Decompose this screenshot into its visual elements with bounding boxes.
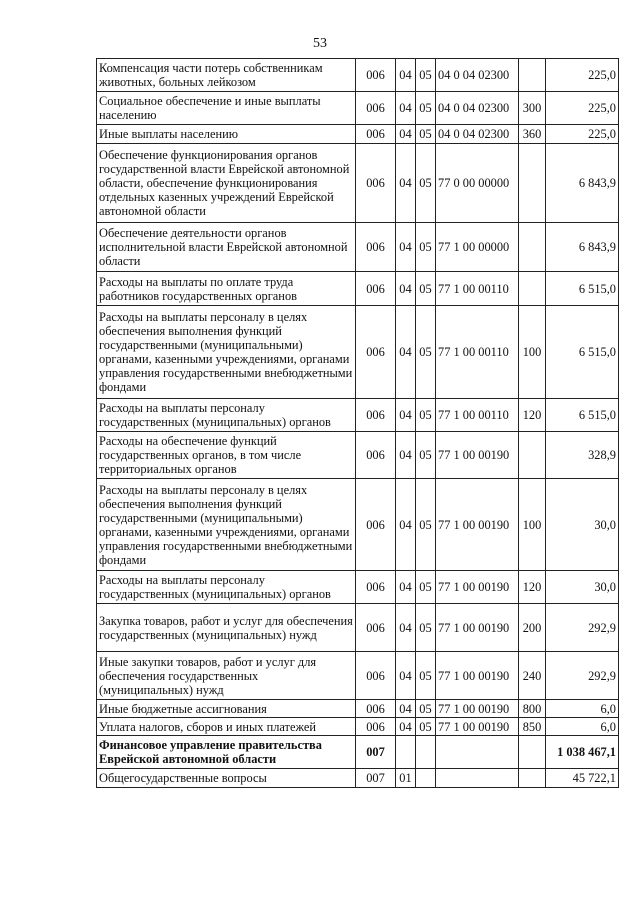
row-expense-type-code: 100 — [519, 479, 546, 571]
row-subsection-code — [416, 769, 436, 788]
row-section-code: 04 — [396, 479, 416, 571]
row-section-code: 04 — [396, 125, 416, 144]
row-target-article-code: 77 0 00 00000 — [436, 144, 519, 223]
row-grbs-code: 006 — [356, 306, 396, 399]
row-target-article-code: 77 1 00 00190 — [436, 652, 519, 700]
row-expense-type-code: 100 — [519, 306, 546, 399]
row-subsection-code: 05 — [416, 604, 436, 652]
row-name: Финансовое управление правительства Еврейской автономной области — [97, 736, 356, 769]
row-section-code: 04 — [396, 399, 416, 432]
table-row — [97, 432, 619, 479]
row-grbs-code: 006 — [356, 479, 396, 571]
row-grbs-code: 006 — [356, 652, 396, 700]
row-target-article-code — [436, 736, 519, 769]
table-row — [97, 144, 619, 223]
table-row — [97, 223, 619, 272]
budget-table — [96, 58, 619, 788]
row-amount: 1 038 467,1 — [546, 736, 619, 769]
row-section-code: 04 — [396, 604, 416, 652]
row-amount: 30,0 — [546, 479, 619, 571]
row-amount: 6 515,0 — [546, 306, 619, 399]
row-subsection-code: 05 — [416, 59, 436, 92]
row-name: Расходы на выплаты персоналу в целях обеспечения выполнения функций государственными (муниципальными) органами, казенными учреждениями, органами управления государственными внебюджетными фондами — [97, 306, 356, 399]
row-expense-type-code — [519, 223, 546, 272]
row-subsection-code: 05 — [416, 306, 436, 399]
row-grbs-code: 006 — [356, 700, 396, 718]
row-name: Закупка товаров, работ и услуг для обеспечения государственных (муниципальных) нужд — [97, 604, 356, 652]
row-expense-type-code — [519, 432, 546, 479]
row-amount: 6,0 — [546, 700, 619, 718]
row-section-code: 04 — [396, 700, 416, 718]
table-row — [97, 736, 619, 769]
row-expense-type-code: 240 — [519, 652, 546, 700]
row-section-code: 01 — [396, 769, 416, 788]
row-subsection-code: 05 — [416, 718, 436, 736]
row-grbs-code: 007 — [356, 736, 396, 769]
row-grbs-code: 006 — [356, 92, 396, 125]
row-name: Компенсация части потерь собственникам животных, больных лейкозом — [97, 59, 356, 92]
row-name: Обеспечение функционирования органов государственной власти Еврейской автономной области, обеспечение функционирования отдельных казенных учреждений Еврейской автономной области — [97, 144, 356, 223]
row-section-code: 04 — [396, 59, 416, 92]
row-target-article-code: 04 0 04 02300 — [436, 125, 519, 144]
page-number: 53 — [313, 36, 327, 51]
row-subsection-code: 05 — [416, 223, 436, 272]
row-target-article-code: 77 1 00 00190 — [436, 700, 519, 718]
row-expense-type-code: 120 — [519, 571, 546, 604]
row-section-code — [396, 736, 416, 769]
row-grbs-code: 006 — [356, 571, 396, 604]
row-amount: 6 843,9 — [546, 144, 619, 223]
table-row — [97, 769, 619, 788]
row-grbs-code: 007 — [356, 769, 396, 788]
row-section-code: 04 — [396, 652, 416, 700]
row-section-code: 04 — [396, 306, 416, 399]
row-section-code: 04 — [396, 432, 416, 479]
row-amount: 6,0 — [546, 718, 619, 736]
row-name: Социальное обеспечение и иные выплаты населению — [97, 92, 356, 125]
row-amount: 6 515,0 — [546, 272, 619, 306]
row-target-article-code: 04 0 04 02300 — [436, 92, 519, 125]
table-row — [97, 306, 619, 399]
row-amount: 292,9 — [546, 604, 619, 652]
row-section-code: 04 — [396, 223, 416, 272]
row-expense-type-code: 800 — [519, 700, 546, 718]
row-target-article-code: 77 1 00 00190 — [436, 571, 519, 604]
row-target-article-code: 77 1 00 00110 — [436, 306, 519, 399]
row-name: Обеспечение деятельности органов исполнительной власти Еврейской автономной области — [97, 223, 356, 272]
row-subsection-code: 05 — [416, 479, 436, 571]
row-name: Иные выплаты населению — [97, 125, 356, 144]
row-name: Расходы на выплаты персоналу государственных (муниципальных) органов — [97, 399, 356, 432]
row-amount: 292,9 — [546, 652, 619, 700]
row-subsection-code: 05 — [416, 125, 436, 144]
row-amount: 6 843,9 — [546, 223, 619, 272]
row-target-article-code: 77 1 00 00000 — [436, 223, 519, 272]
table-row — [97, 92, 619, 125]
row-grbs-code: 006 — [356, 718, 396, 736]
row-subsection-code: 05 — [416, 432, 436, 479]
table-row — [97, 272, 619, 306]
row-amount: 45 722,1 — [546, 769, 619, 788]
row-subsection-code: 05 — [416, 144, 436, 223]
row-subsection-code: 05 — [416, 571, 436, 604]
row-amount: 30,0 — [546, 571, 619, 604]
row-expense-type-code — [519, 736, 546, 769]
row-target-article-code: 77 1 00 00190 — [436, 604, 519, 652]
row-subsection-code: 05 — [416, 652, 436, 700]
row-subsection-code: 05 — [416, 399, 436, 432]
row-grbs-code: 006 — [356, 144, 396, 223]
row-subsection-code: 05 — [416, 92, 436, 125]
row-target-article-code: 77 1 00 00190 — [436, 718, 519, 736]
row-section-code: 04 — [396, 571, 416, 604]
row-amount: 328,9 — [546, 432, 619, 479]
row-expense-type-code — [519, 144, 546, 223]
row-amount: 225,0 — [546, 125, 619, 144]
row-expense-type-code — [519, 272, 546, 306]
row-expense-type-code — [519, 769, 546, 788]
row-grbs-code: 006 — [356, 272, 396, 306]
table-row — [97, 399, 619, 432]
row-target-article-code: 04 0 04 02300 — [436, 59, 519, 92]
row-name: Расходы на обеспечение функций государственных органов, в том числе территориальных органов — [97, 432, 356, 479]
row-expense-type-code: 360 — [519, 125, 546, 144]
row-subsection-code: 05 — [416, 272, 436, 306]
row-name: Расходы на выплаты персоналу государственных (муниципальных) органов — [97, 571, 356, 604]
row-expense-type-code: 200 — [519, 604, 546, 652]
row-amount: 225,0 — [546, 92, 619, 125]
row-target-article-code: 77 1 00 00190 — [436, 479, 519, 571]
row-amount: 6 515,0 — [546, 399, 619, 432]
row-name: Уплата налогов, сборов и иных платежей — [97, 718, 356, 736]
row-name: Иные закупки товаров, работ и услуг для обеспечения государственных (муниципальных) нужд — [97, 652, 356, 700]
row-target-article-code — [436, 769, 519, 788]
row-name: Иные бюджетные ассигнования — [97, 700, 356, 718]
row-name: Расходы на выплаты персоналу в целях обеспечения выполнения функций государственными (муниципальными) органами, казенными учреждениями, органами управления государственными внебюджетными фондами — [97, 479, 356, 571]
row-target-article-code: 77 1 00 00110 — [436, 399, 519, 432]
row-expense-type-code — [519, 59, 546, 92]
row-name: Общегосударственные вопросы — [97, 769, 356, 788]
row-grbs-code: 006 — [356, 604, 396, 652]
row-grbs-code: 006 — [356, 125, 396, 144]
table-row — [97, 125, 619, 144]
row-subsection-code: 05 — [416, 700, 436, 718]
row-section-code: 04 — [396, 718, 416, 736]
row-grbs-code: 006 — [356, 432, 396, 479]
row-subsection-code — [416, 736, 436, 769]
row-expense-type-code: 850 — [519, 718, 546, 736]
row-expense-type-code: 300 — [519, 92, 546, 125]
row-target-article-code: 77 1 00 00110 — [436, 272, 519, 306]
row-grbs-code: 006 — [356, 223, 396, 272]
table-row — [97, 652, 619, 700]
row-target-article-code: 77 1 00 00190 — [436, 432, 519, 479]
row-section-code: 04 — [396, 144, 416, 223]
table-row — [97, 700, 619, 718]
table-row — [97, 59, 619, 92]
table-row — [97, 718, 619, 736]
row-name: Расходы на выплаты по оплате труда работников государственных органов — [97, 272, 356, 306]
row-amount: 225,0 — [546, 59, 619, 92]
row-grbs-code: 006 — [356, 399, 396, 432]
row-section-code: 04 — [396, 272, 416, 306]
row-expense-type-code: 120 — [519, 399, 546, 432]
row-grbs-code: 006 — [356, 59, 396, 92]
table-row — [97, 479, 619, 571]
row-section-code: 04 — [396, 92, 416, 125]
budget-table-body — [97, 59, 619, 788]
table-row — [97, 604, 619, 652]
table-row — [97, 571, 619, 604]
